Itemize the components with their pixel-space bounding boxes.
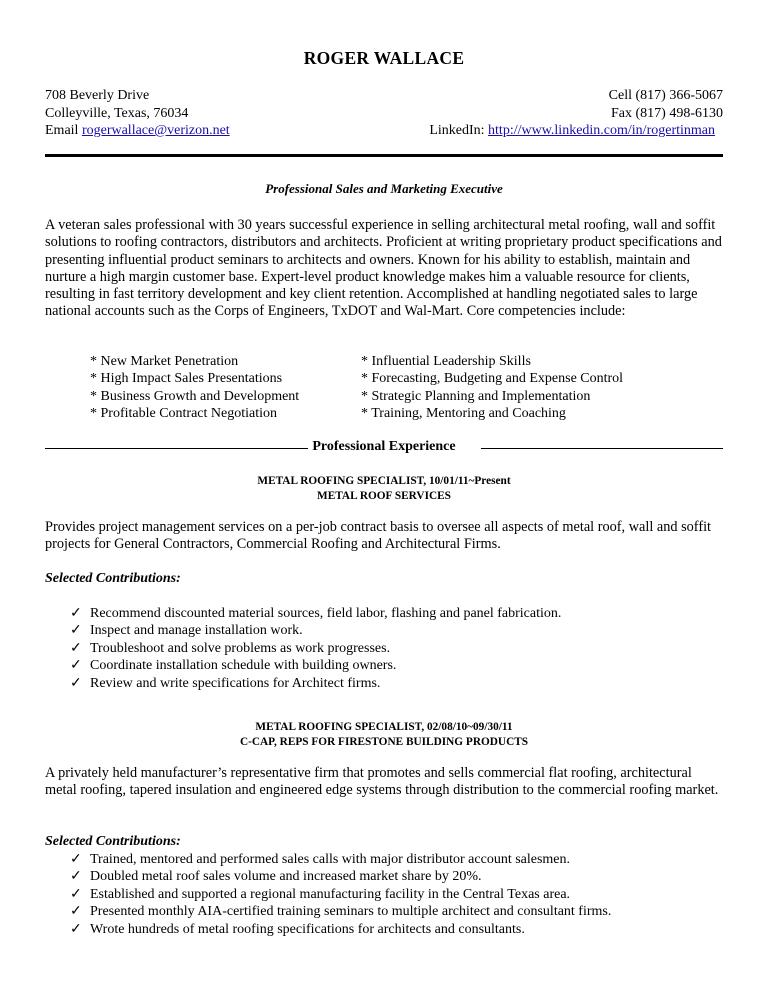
cell-phone: Cell (817) 366-5067 — [608, 88, 723, 103]
email-link[interactable]: rogerwallace@verizon.net — [81, 123, 230, 138]
company-name: METAL ROOF SERVICES — [317, 490, 451, 502]
competency-item: * Influential Leadership Skills — [361, 354, 531, 369]
competency-item: * Forecasting, Budgeting and Expense Control — [361, 371, 624, 387]
list-item: ✓ Troubleshoot and solve problems as work progresses. — [70, 640, 391, 656]
competency-item: * Strategic Planning and Implementation — [361, 388, 591, 404]
job-title: METAL ROOFING SPECIALIST, 10/01/11~Present — [257, 475, 511, 487]
linkedin-line — [429, 122, 715, 139]
competency-item: * High Impact Sales Presentations — [90, 371, 283, 387]
competency-item: * Training, Mentoring and Coaching — [361, 406, 566, 422]
linkedin-label: LinkedIn: — [429, 123, 485, 138]
competency-item: * Business Growth and Development — [90, 388, 300, 404]
job-1-contributions-list — [70, 605, 561, 692]
professional-headline: Professional Sales and Marketing Executive — [265, 181, 503, 196]
summary-paragraph: A veteran sales professional with 30 years successful experience in selling architectural metal roofing, wall and soffit solutions to roofing contractors, distributors and architects. Proficient at writing proprietary product specifications and presenting influential product seminars to architects and owners. Known for his ability to establish, maintain and nurture a high margin customer base. Expert-level product knowledge makes him a valuable resource for clients, resulting in fast territory development and key client retention. Accomplished at handling negotiated sales to large national accounts such as the Corps of Engineers, TxDOT and Wal-Mart. Core competencies include: — [45, 217, 722, 320]
checkmark-icon: ✓ — [70, 921, 82, 937]
list-item: ✓ Recommend discounted material sources, field labor, flashing and panel fabrication. — [70, 606, 562, 621]
checkmark-icon: ✓ — [70, 658, 82, 674]
checkmark-icon: ✓ — [70, 606, 82, 621]
job-1-description: Provides project management services on a per-job contract basis to oversee all aspects of metal roof, wall and soffit projects for General Contractors, Commercial Roofing and Architectural Firms. — [45, 519, 712, 553]
job-title: METAL ROOFING SPECIALIST, 02/08/10~09/30/11 — [255, 721, 513, 733]
competencies-right — [361, 353, 623, 423]
fax-number: Fax (817) 498-6130 — [611, 106, 723, 121]
checkmark-icon: ✓ — [70, 852, 82, 867]
list-item: ✓ Presented monthly AIA-certified training seminars to multiple architect and consultant firms. — [70, 904, 612, 920]
job-2-contributions-list — [70, 851, 611, 938]
list-item: ✓ Coordinate installation schedule with building owners. — [70, 658, 397, 674]
job-2-contributions-label: Selected Contributions: — [45, 834, 181, 849]
competency-item: * Profitable Contract Negotiation — [90, 406, 278, 422]
experience-title: Professional Experience — [308, 439, 459, 454]
checkmark-icon: ✓ — [70, 623, 82, 639]
checkmark-icon: ✓ — [70, 886, 82, 902]
list-item: ✓ Inspect and manage installation work. — [70, 623, 303, 639]
list-item: ✓ Trained, mentored and performed sales calls with major distributor account salesmen. — [70, 852, 571, 867]
address-line-1: 708 Beverly Drive — [45, 88, 150, 103]
experience-section-header — [45, 439, 723, 457]
header-divider — [45, 154, 723, 157]
list-item: ✓ Established and supported a regional manufacturing facility in the Central Texas area. — [70, 886, 571, 902]
candidate-name: ROGER WALLACE — [303, 48, 465, 68]
competencies-left — [90, 353, 299, 423]
company-name: C-CAP, REPS FOR FIRESTONE BUILDING PRODUCTS — [239, 736, 529, 748]
competency-item: * New Market Penetration — [90, 354, 239, 369]
checkmark-icon: ✓ — [70, 640, 82, 656]
list-item: ✓ Doubled metal roof sales volume and increased market share by 20%. — [70, 869, 482, 885]
resume-page — [45, 0, 723, 994]
email-line — [45, 122, 230, 139]
list-item: ✓ Wrote hundreds of metal roofing specifications for architects and consultants. — [70, 921, 525, 937]
checkmark-icon: ✓ — [70, 904, 82, 920]
job-1-header — [45, 474, 723, 504]
email-label: Email — [45, 123, 79, 138]
job-1-contributions-label: Selected Contributions: — [45, 571, 181, 586]
address-line-2: Colleyville, Texas, 76034 — [45, 106, 189, 121]
checkmark-icon: ✓ — [70, 869, 82, 885]
checkmark-icon: ✓ — [70, 675, 82, 691]
linkedin-link[interactable]: http://www.linkedin.com/in/rogertinman — [488, 123, 715, 138]
job-2-header — [45, 720, 723, 750]
job-2-description: A privately held manufacturer’s representative firm that promotes and sells commercial flat roofing, architectural metal roofing, tapered insulation and engineered edge systems through distribution to the commercial roofing market. — [45, 765, 719, 799]
list-item: ✓ Review and write specifications for Architect firms. — [70, 675, 381, 691]
